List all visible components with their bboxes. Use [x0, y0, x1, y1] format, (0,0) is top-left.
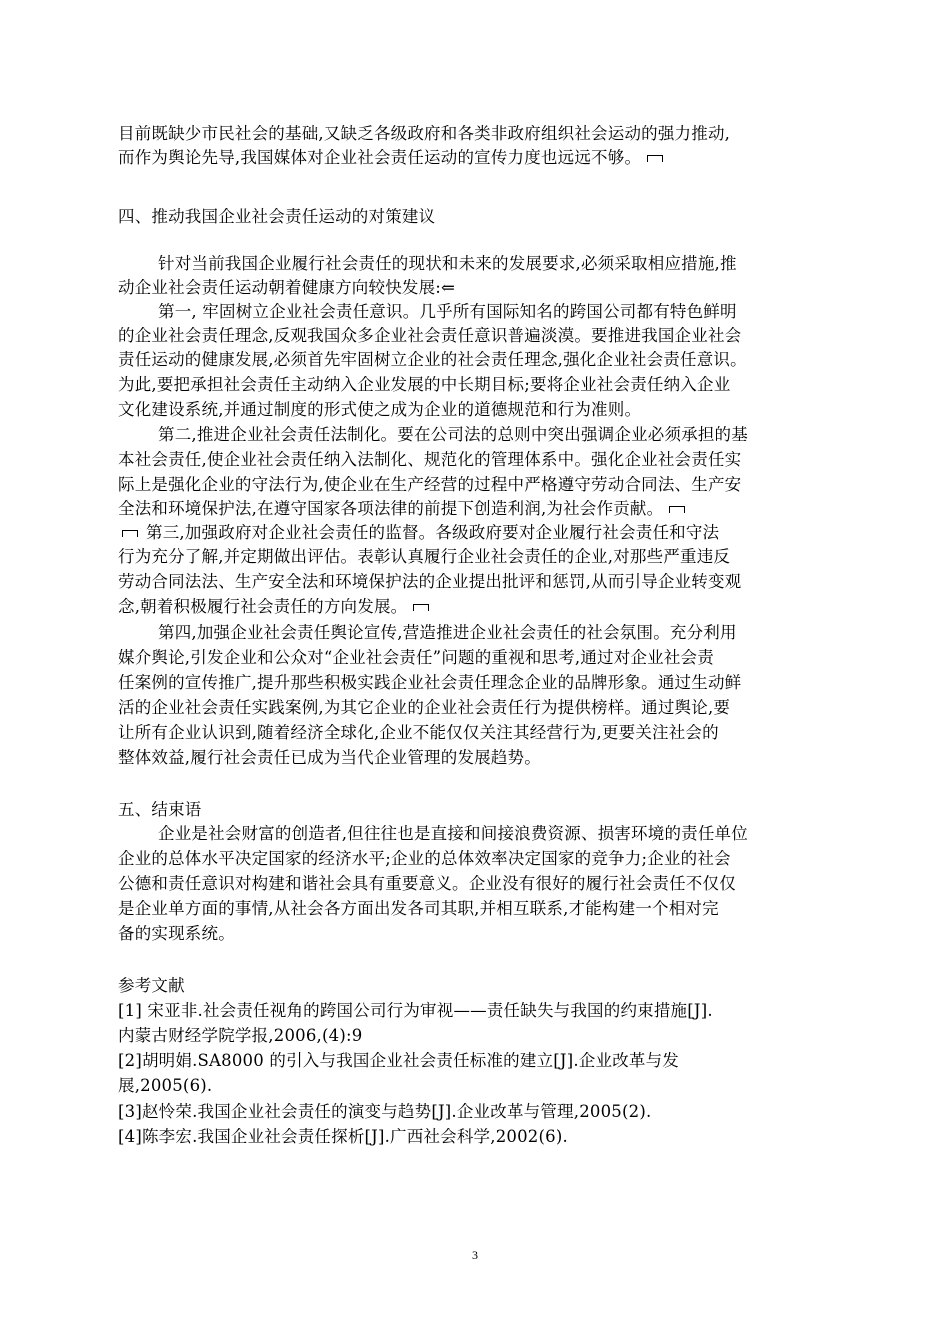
body-text-line: 全法和环境保护法,在遵守国家各项法律的前提下创造利润,为社会作贡献。 [118, 498, 685, 520]
body-text-line: 任案例的宣传推广,提升那些积极实践企业社会责任理念企业的品牌形象。通过生动鲜 [118, 673, 742, 692]
reference-item: [2]胡明娟.SA8000 的引入与我国企业社会责任标准的建立[J].企业改革与发 [118, 1051, 680, 1070]
section-heading: 五、结束语 [118, 800, 202, 819]
body-text-line: 第三,加强政府对企业社会责任的监督。各级政府要对企业履行社会责任和守法 [122, 522, 719, 544]
body-text-line: 活的企业社会责任实践案例,为其它企业的企业社会责任行为提供榜样。通过舆论,要 [118, 698, 731, 717]
reference-item: 展,2005(6). [118, 1076, 213, 1095]
reference-item: [1] 宋亚非.社会责任视角的跨国公司行为审视——责任缺失与我国的约束措施[J]. [118, 1001, 713, 1020]
body-text-line: 备的实现系统。 [118, 924, 235, 943]
body-text-line: 劳动合同法法、生产安全法和环境保护法的企业提出批评和惩罚,从而引导企业转变观 [118, 572, 742, 591]
references-heading: 参考文献 [118, 976, 185, 995]
page-number: 3 [472, 1248, 478, 1262]
reference-item: [3]赵怜荣.我国企业社会责任的演变与趋势[J].企业改革与管理,2005(2). [118, 1102, 652, 1121]
body-text-line: 目前既缺少市民社会的基础,又缺乏各级政府和各类非政府组织社会运动的强力推动, [118, 124, 731, 143]
section-heading: 四、推动我国企业社会责任运动的对策建议 [118, 207, 436, 226]
body-text-line: 公德和责任意识对构建和谐社会具有重要意义。企业没有很好的履行社会责任不仅仅 [118, 874, 736, 893]
body-text-line: 第一, 牢固树立企业社会责任意识。几乎所有国际知名的跨国公司都有特色鲜明 [158, 302, 737, 321]
edit-mark-icon [669, 506, 685, 513]
body-text-line: 本社会责任,使企业社会责任纳入法制化、规范化的管理体系中。强化企业社会责任实 [118, 450, 742, 469]
body-text-line: 企业的总体水平决定国家的经济水平;企业的总体效率决定国家的竞争力;企业的社会 [118, 849, 731, 868]
edit-mark-icon [413, 604, 429, 611]
body-text-line: 让所有企业认识到,随着经济全球化,企业不能仅仅关注其经营行为,更要关注社会的 [118, 723, 719, 742]
body-text-line: 整体效益,履行社会责任已成为当代企业管理的发展趋势。 [118, 748, 541, 767]
body-text-line: 文化建设系统,并通过制度的形式使之成为企业的道德规范和行为准则。 [118, 400, 642, 419]
body-text-line: 是企业单方面的事情,从社会各方面出发各司其职,并相互联系,才能构建一个相对完 [118, 899, 719, 918]
body-text-line: 为此,要把承担社会责任主动纳入企业发展的中长期目标;要将企业社会责任纳入企业 [118, 375, 731, 394]
body-text-line: 动企业社会责任运动朝着健康方向较快发展:⇐ [118, 278, 456, 297]
body-text-line: 第二,推进企业社会责任法制化。要在公司法的总则中突出强调企业必须承担的基 [158, 425, 748, 444]
reference-item: 内蒙古财经学院学报,2006,(4):9 [118, 1026, 363, 1045]
body-text-line: 媒介舆论,引发企业和公众对“企业社会责任”问题的重视和思考,通过对企业社会责 [118, 648, 714, 667]
edit-mark-icon [122, 530, 138, 537]
body-text-line: 企业是社会财富的创造者,但往往也是直接和间接浪费资源、损害环境的责任单位 [158, 824, 748, 843]
body-text-line: 针对当前我国企业履行社会责任的现状和未来的发展要求,必须采取相应措施,推 [158, 254, 737, 273]
body-text-line: 责任运动的健康发展,必须首先牢固树立企业的社会责任理念,强化企业社会责任意识。 [118, 350, 747, 369]
body-text-line: 而作为舆论先导,我国媒体对企业社会责任运动的宣传力度也远远不够。 [118, 147, 663, 169]
edit-mark-icon [647, 155, 663, 162]
body-text-line: 念,朝着积极履行社会责任的方向发展。 [118, 596, 429, 618]
body-text-line: 际上是强化企业的守法行为,使企业在生产经营的过程中严格遵守劳动合同法、生产安 [118, 475, 742, 494]
body-text-line: 第四,加强企业社会责任舆论宣传,营造推进企业社会责任的社会氛围。充分利用 [158, 623, 737, 642]
reference-item: [4]陈李宏.我国企业社会责任探析[J].广西社会科学,2002(6). [118, 1127, 568, 1146]
body-text-line: 的企业社会责任理念,反观我国众多企业社会责任意识普遍淡漠。要推进我国企业社会 [118, 326, 742, 345]
body-text-line: 行为充分了解,并定期做出评估。表彰认真履行企业社会责任的企业,对那些严重违反 [118, 547, 731, 566]
